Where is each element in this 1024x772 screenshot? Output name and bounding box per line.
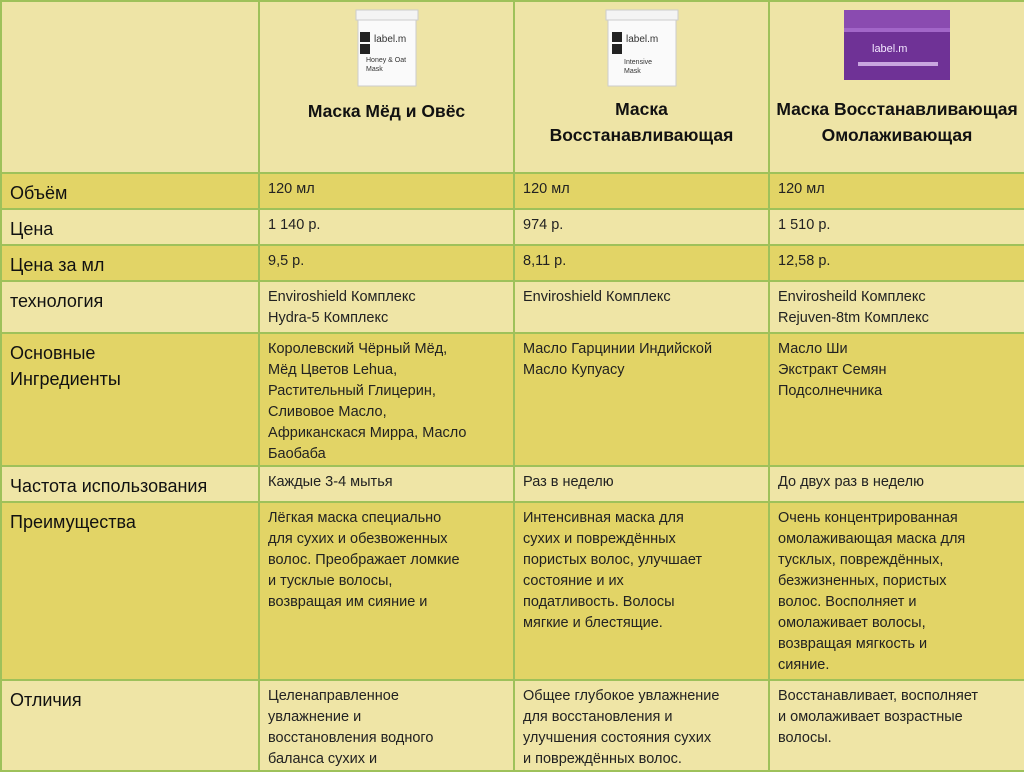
row-differences: [1, 680, 1024, 771]
row-label-technology: технология: [10, 291, 104, 311]
header-row: [1, 1, 1024, 173]
cell-ingredients-3: Масло Ши Экстракт Семян Подсолнечника: [778, 341, 887, 399]
row-label-ingredients: Основные Ингредиенты: [10, 343, 121, 389]
row-technology: [1, 281, 1024, 333]
row-label-advantages: Преимущества: [10, 512, 136, 532]
row-price: [1, 209, 1024, 245]
product-name-2: Маска Восстанавливающая: [549, 99, 734, 145]
row-label-differences: Отличия: [10, 690, 82, 710]
svg-text:Mask: Mask: [623, 68, 641, 75]
cell-differences-1: Целенаправленное увлажнение и восстановления водного баланса сухих и: [268, 688, 434, 767]
jar-image-honey-oat: [352, 8, 422, 88]
cell-price-per-ml-1: 9,5 р.: [268, 253, 305, 269]
cell-volume-3: 120 мл: [778, 181, 825, 197]
cell-volume-2: 120 мл: [523, 181, 570, 197]
jar-image-intensive: [602, 8, 682, 88]
cell-ingredients-2: Масло Гарцинии Индийской Масло Купуасу: [523, 341, 713, 378]
product-header-2: [514, 1, 769, 173]
row-frequency: [1, 466, 1024, 502]
row-price-per-ml: [1, 245, 1024, 281]
svg-text:label.m: label.m: [373, 34, 406, 45]
product-header-3: [769, 1, 1024, 173]
svg-text:Honey & Oat: Honey & Oat: [365, 57, 406, 64]
cell-price-2: 974 р.: [523, 217, 564, 233]
product-header-1: [259, 1, 514, 173]
cell-frequency-1: Каждые 3-4 мытья: [268, 474, 393, 490]
row-volume: [1, 173, 1024, 209]
product-name-1: Маска Мёд и Овёс: [307, 101, 466, 121]
cell-technology-3: Envirosheild Комплекс Rejuven-8tm Комплекс: [778, 289, 929, 326]
svg-text:label.m: label.m: [872, 43, 908, 55]
row-label-price: Цена: [10, 219, 54, 239]
cell-technology-2: Enviroshield Комплекс: [523, 289, 671, 305]
row-label-volume: Объём: [10, 183, 68, 203]
cell-ingredients-1: Королевский Чёрный Мёд, Мёд Цветов Lehua, Растительный Глицерин, Сливовое Масло, Африканскася Мирра, Масло Баобаба: [268, 341, 467, 462]
cell-differences-3: Восстанавливает, восполняет и омолаживает возрастные волосы.: [778, 688, 979, 746]
row-advantages: [1, 502, 1024, 680]
row-ingredients: [1, 333, 1024, 466]
cell-advantages-1: Лёгкая маска специально для сухих и обезвоженных волос. Преображает ломкие и тусклые волосы, возвращая им сияние и: [268, 510, 460, 610]
cell-price-per-ml-3: 12,58 р.: [778, 253, 831, 269]
cell-technology-1: Enviroshield Комплекс Hydra-5 Комплекс: [268, 289, 416, 326]
cell-price-1: 1 140 р.: [268, 217, 321, 233]
cell-advantages-2: Интенсивная маска для сухих и повреждённых пористых волос, улучшает состояние и их податливость. Волосы мягкие и блестящие.: [523, 510, 703, 631]
row-label-frequency: Частота использования: [10, 476, 208, 496]
svg-text:Mask: Mask: [365, 66, 383, 73]
cell-frequency-2: Раз в неделю: [523, 474, 614, 490]
product-name-3: Маска Восстанавливающая Омолаживающая: [776, 99, 1018, 145]
row-label-price-per-ml: Цена за мл: [10, 255, 105, 275]
cell-frequency-3: До двух раз в неделю: [778, 474, 924, 490]
cell-price-per-ml-2: 8,11 р.: [523, 253, 567, 269]
cell-advantages-3: Очень концентрированная омолаживающая маска для тусклых, повреждённых, безжизненных, пористых волос. Восполняет и омолаживает волосы, возвращая мягкость и сияние.: [778, 510, 966, 673]
svg-text:label.m: label.m: [625, 34, 658, 45]
header-empty-cell: [1, 1, 259, 173]
svg-text:Intensive: Intensive: [623, 59, 652, 66]
jar-image-rejuvenating: [842, 8, 952, 84]
cell-volume-1: 120 мл: [268, 181, 315, 197]
cell-price-3: 1 510 р.: [778, 217, 831, 233]
cell-differences-2: Общее глубокое увлажнение для восстановления и улучшения состояния сухих и повреждённых волос.: [523, 688, 720, 767]
